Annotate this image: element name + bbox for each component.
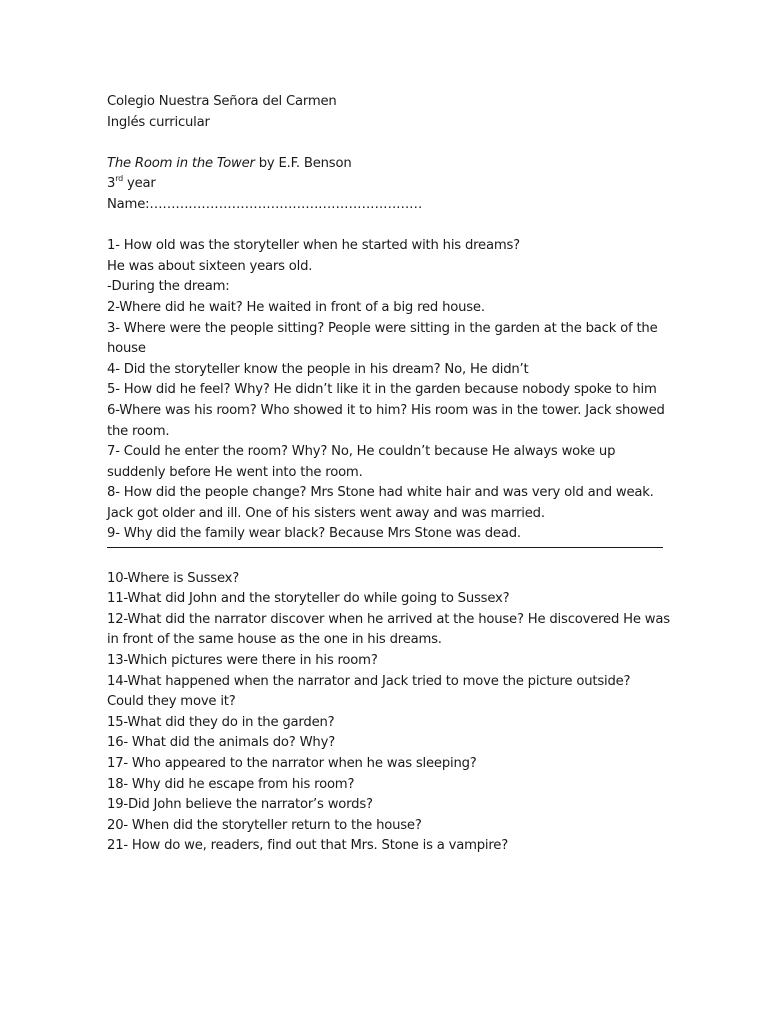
name-field: Name:………………………………………………………: [107, 196, 423, 212]
question-line: 3- Where were the people sitting? People were sitting in the garden at the back of the: [107, 320, 658, 336]
question-line: house: [107, 341, 146, 357]
question-line: 15-What did they do in the garden?: [107, 714, 335, 730]
question-line: 16- What did the animals do? Why?: [107, 735, 335, 751]
question-line: 9- Why did the family wear black? Because Mrs Stone was dead.: [107, 526, 521, 542]
question-line: in front of the same house as the one in his dreams.: [107, 632, 442, 648]
question-line: 6-Where was his room? Who showed it to him? His room was in the tower. Jack showed: [107, 402, 665, 418]
question-line: 17- Who appeared to the narrator when he was sleeping?: [107, 756, 477, 771]
question-line: 8- How did the people change? Mrs Stone had white hair and was very old and weak.: [107, 485, 654, 501]
question-line: 10-Where is Sussex?: [107, 570, 240, 586]
question-line: 2-Where did he wait? He waited in front of a big red house.: [107, 299, 485, 315]
question-line: 4- Did the storyteller know the people in his dream? No, He didn’t: [107, 361, 529, 377]
question-line: 7- Could he enter the room? Why? No, He couldn’t because He always woke up: [107, 444, 616, 460]
question-line: 18- Why did he escape from his room?: [107, 776, 355, 792]
question-line: 14-What happened when the narrator and Jack tried to move the picture outside?: [107, 673, 631, 689]
book-author: by E.F. Benson: [254, 155, 352, 171]
question-line: 13-Which pictures were there in his room?: [107, 653, 378, 669]
book-title: The Room in the Tower: [107, 155, 255, 171]
question-line: 21- How do we, readers, find out that Mrs. Stone is a vampire?: [107, 838, 509, 854]
question-line: suddenly before He went into the room.: [107, 464, 363, 480]
course-name: Inglés curricular: [107, 114, 210, 130]
question-line: 11-What did John and the storyteller do while going to Sussex?: [107, 591, 510, 607]
school-name: Colegio Nuestra Señora del Carmen: [107, 94, 337, 109]
question-line: 20- When did the storyteller return to the house?: [107, 817, 422, 833]
spacer: [107, 133, 663, 154]
book-line: [107, 154, 663, 175]
year-suffix: rd: [115, 174, 124, 184]
question-line: 19-Did John believe the narrator’s words?: [107, 797, 373, 813]
question-line: 12-What did the narrator discover when he arrived at the house? He discovered He was: [107, 611, 670, 627]
question-line: Could they move it?: [107, 694, 236, 710]
open-questions: [107, 569, 670, 857]
question-line: 5- How did he feel? Why? He didn’t like it in the garden because nobody spoke to him: [107, 382, 657, 398]
question-line: Jack got older and ill. One of his sisters went away and was married.: [107, 505, 545, 521]
question-line: He was about sixteen years old.: [107, 258, 313, 274]
answered-questions: [107, 236, 663, 545]
year-line: [107, 174, 663, 195]
year-number: 3: [107, 176, 116, 192]
spacer: [107, 216, 663, 237]
spacer: [107, 548, 663, 569]
worksheet: [107, 92, 670, 857]
question-line: the room.: [107, 423, 170, 439]
question-line: 1- How old was the storyteller when he started with his dreams?: [107, 238, 520, 254]
question-line: -During the dream:: [107, 279, 230, 295]
year-word: year: [123, 176, 156, 192]
